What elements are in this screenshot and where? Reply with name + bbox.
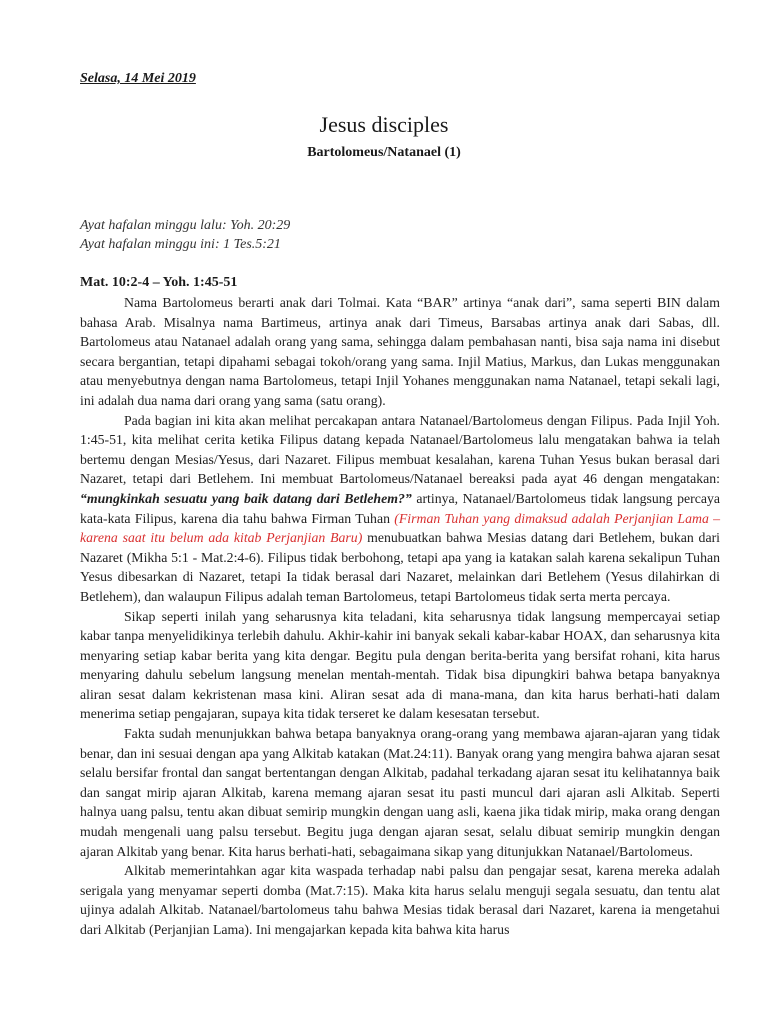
paragraph-2-note: (Firman Tuhan yang dimaksud adalah Perjanjian Lama – karena saat itu belum ada kitab Perjanjian Baru) <box>80 510 721 546</box>
paragraph-2-text-a: Pada bagian ini kita akan melihat percakapan antara Natanael/Bartolomeus dengan Filipus. Pada Injil Yoh. 1:45-51, kita melihat cerita ketika Filipus datang kepada Natanael/Bartolomeus lalu mengatakan bahwa ia telah bertemu dengan Mesias/Yesus, dari Nazaret. Filipus membuat kesalahan, karena Tuhan Yesus bukan berasal dari Nazaret, tetapi dari Betlehem. Ini membuat Bartolomeus/Natanael bereaksi pada ayat 46 dengan mengatakan: <box>80 412 720 487</box>
body-text <box>80 293 720 940</box>
paragraph-3: Sikap seperti inilah yang seharusnya kita teladani, kita seharusnya tidak langsung mempercayai setiap kabar tanpa menyelidikinya terlebih dahulu. Akhir-kahir ini banyak sekali kabar-kabar HOAX, dan seharusnya kita menyaring setiap kabar berita yang kita dengar. Begitu pula dengan berita-berita yang bersifat rohani, kita harus menyaring dahulu sebelum langsung menelan mentah-mentah. Tidak bisa dipungkiri bahwa betapa banyaknya aliran sesat dalam kekristenan masa kini. Aliran sesat ada di mana-mana, dan kita harus berhati-hati dalam menerima setiap pengajaran, supaya kita tidak terseret ke dalam kesesatan tersebut. <box>80 608 720 722</box>
paragraph-2 <box>80 411 720 607</box>
paragraph-4: Fakta sudah menunjukkan bahwa betapa banyaknya orang-orang yang membawa ajaran-ajaran yang tidak benar, dan ini sesuai dengan apa yang Alkitab katakan (Mat.24:11). Banyak orang yang mengira bahwa ajaran sesat selalu bersifar frontal dan sangat bertentangan dengan Alkitab, padahal terkadang ajaran sesat itu kelihatannya baik dan sangat mirip ajaran Alkitab, karena memang ajaran sesat itu pasti muncul dari ajaran asli Alkitab. Seperti halnya uang palsu, tentu akan dibuat semirip mungkin dengan uang asli, kaena jika tidak mirip, maka orang dengan mudah mengenali uang palsu tersebut. Begitu juga dengan ajaran sesat, selalu dibuat semirip mungkin dengan ajaran Alkitab yang benar. Kita harus berhati-hati, sebagaimana sikap yang ditunjukkan Natanael/Bartolomeus. <box>80 726 720 859</box>
date-heading: Selasa, 14 Mei 2019 <box>80 71 196 86</box>
page-subtitle: Bartolomeus/Natanael (1) <box>307 145 461 160</box>
paragraph-2-quote: “mungkinkah sesuatu yang baik datang dari Betlehem?” <box>80 490 412 506</box>
paragraph-1: Nama Bartolomeus berarti anak dari Tolmai. Kata “BAR” artinya “anak dari”, sama seperti BIN dalam bahasa Arab. Misalnya nama Bartimeus, artinya anak dari Timeus, Barsabas artinya anak dari Sabas, dll. Bartolomeus atau Natanael adalah orang yang sama, sehingga dalam pembahasan nanti, bisa saja nama ini disebut secara bergantian, tetapi dipahami sebagai tokoh/orang yang sama. Injil Matius, Markus, dan Lukas menggunakan atau menyebutnya dengan nama Bartolomeus, tetapi Injil Yohanes menggunakan nama Natanael, tetapi sekali lagi, ini adalah dua nama dari orang yang sama (satu orang). <box>80 295 720 408</box>
paragraph-5: Alkitab memerintahkan agar kita waspada terhadap nabi palsu dan pengajar sesat, karena mereka adalah serigala yang menyamar seperti domba (Mat.7:15). Maka kita harus selalu menguji segala sesuatu, dan tentu alat ujinya adalah Alkitab. Natanael/bartolomeus tahu bahwa Mesias tidak berasal dari Nazaret, karena ia mengetahui dari Alkitab (Perjanjian Lama). Ini mengajarkan kepada kita bahwa kita harus <box>80 863 720 937</box>
paragraph-2-text-c: menubuatkan bahwa Mesias datang dari Betlehem, bukan dari Nazaret (Mikha 5:1 - Mat.2:4-6). Filipus tidak berbohong, tetapi apa yang ia katakan salah karena sekalipun Tuhan Yesus dibesarkan di Nazaret, tetapi Ia tidak berasal dari Nazaret, melainkan dari Betlehem (Yesus dilahirkan di Betlehem), dan walaupun Filipus adalah teman Bartolomeus, tetapi Bartolomeus tidak serta merta percaya. <box>80 530 721 604</box>
scripture-reference: Mat. 10:2-4 – Yoh. 1:45-51 <box>80 275 238 290</box>
memory-verse-last-week: Ayat hafalan minggu lalu: Yoh. 20:29 <box>80 218 291 233</box>
page-title: Jesus disciples <box>319 112 449 137</box>
memory-verse-this-week: Ayat hafalan minggu ini: 1 Tes.5:21 <box>80 237 281 252</box>
paragraph-2-text-b: artinya, Natanael/Bartolomeus tidak langsung percaya kata-kata Filipus, karena dia tahu bahwa Firman Tuhan <box>80 490 720 526</box>
